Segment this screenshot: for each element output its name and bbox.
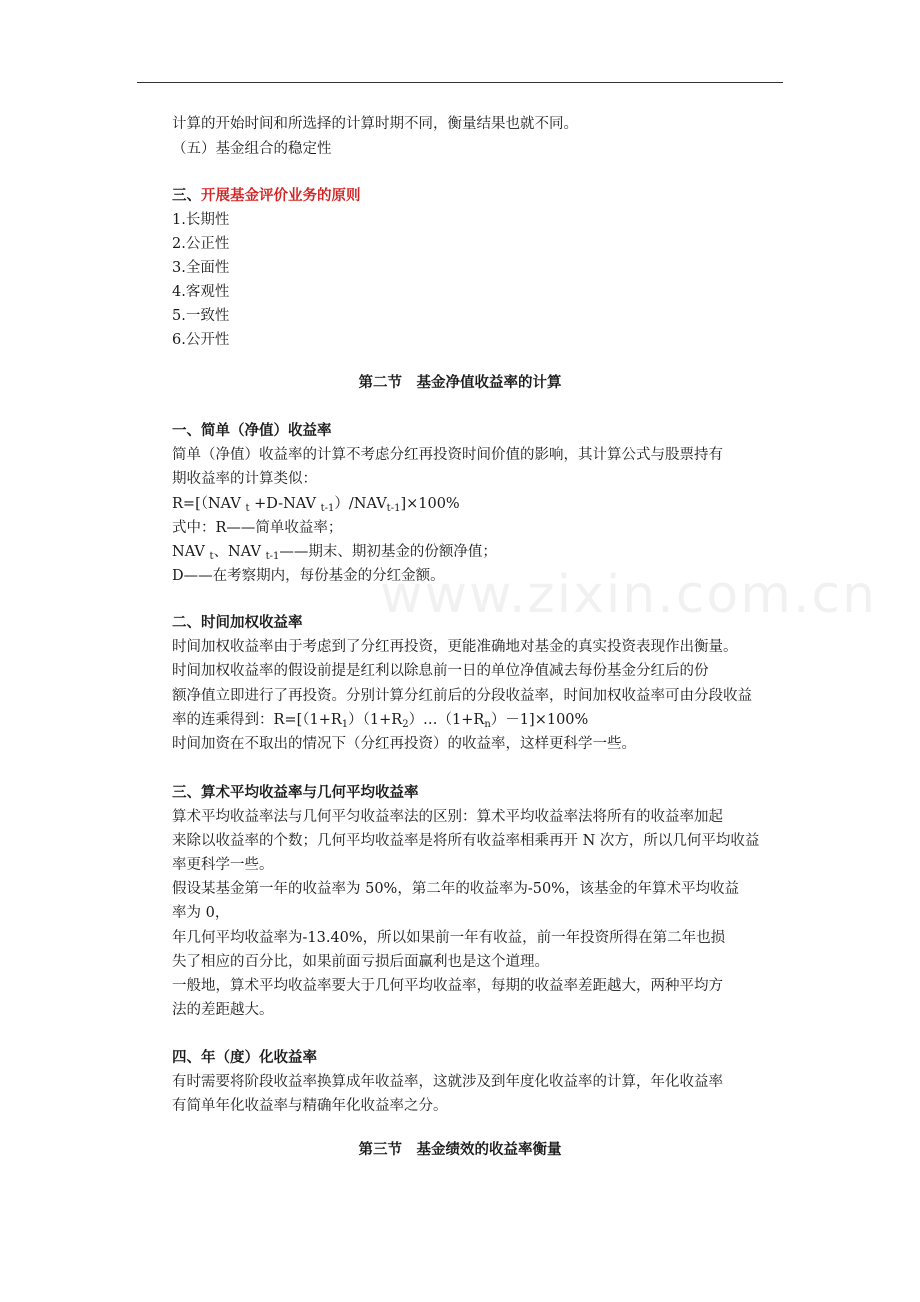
text-line: 法的差距越大。 [172,1002,274,1018]
subsection-title: 一、简单（净值）收益率 [172,422,332,439]
text-line: D——在考察期内，每份基金的分红金额。 [172,568,445,584]
text-line: 时间加权收益率的假设前提是红利以除息前一日的单位净值减去每份基金分红后的份 [172,663,709,679]
watermark: www.zixin.com.cn [380,565,877,625]
formula-time-weighted: 率的连乘得到：$R=[(1+R_1)(1+R_2)\dots(1+R_n)-1]\times 100\%$ [172,712,589,730]
list-item: 5.一致性 [172,308,230,324]
text-line: 年几何平均收益率为-13.40%，所以如果前一年有收益，前一年投资所得在第二年也损 [172,930,726,946]
text-line: 计算的开始时间和所选择的计算时期不同，衡量结果也就不同。 [172,116,578,132]
text-line: 来除以收益率的个数；几何平均收益率是将所有收益率相乘再开 N 次方，所以几何平均收益 [172,833,760,849]
formula-simple-return: R=[（NAV $_t$ +D-NAV $_{t-1})/NAV_{t-1}]\times 100\%$ [172,496,460,514]
list-item: 6.公开性 [172,332,230,348]
section-title: 第三节 基金绩效的收益率衡量 [358,1141,562,1158]
heading-principles: 三、开展基金评价业务的原则 [172,187,361,204]
list-item: 1.长期性 [172,212,230,228]
text-line: 失了相应的百分比，如果前面亏损后面赢利也是这个道理。 [172,954,549,970]
subsection-title: 二、时间加权收益率 [172,614,303,631]
text-line: 简单（净值）收益率的计算不考虑分红再投资时间价值的影响，其计算公式与股票持有 [172,447,723,463]
subsection-title: 三、算术平均收益率与几何平均收益率 [172,784,419,801]
text-line: （五）基金组合的稳定性 [172,141,332,157]
text-line: 额净值立即进行了再投资。分别计算分红前后的分段收益率，时间加权收益率可由分段收益 [172,688,752,704]
text-line: 算术平均收益率法与几何平匀收益率法的区别：算术平均收益率法将所有的收益率加起 [172,809,723,825]
text-line: 有时需要将阶段收益率换算成年收益率，这就涉及到年度化收益率的计算，年化收益率 [172,1074,723,1090]
text-line: 期收益率的计算类似： [172,471,317,487]
text-line: 时间加权收益率由于考虑到了分红再投资，更能准确地对基金的真实投资表现作出衡量。 [172,639,738,655]
text-line: 率更科学一些。 [172,857,274,873]
subsection-title: 四、年（度）化收益率 [172,1049,317,1066]
list-item: 3.全面性 [172,260,230,276]
formula-definition: NAV $_t$、NAV $_{t-1}$——期末、期初基金的份额净值； [172,544,497,562]
list-item: 4.客观性 [172,284,230,300]
text-line: 有简单年化收益率与精确年化收益率之分。 [172,1098,448,1114]
text-line: 时间加资在不取出的情况下（分红再投资）的收益率，这样更科学一些。 [172,736,636,752]
list-item: 2.公正性 [172,236,230,252]
section-title: 第二节 基金净值收益率的计算 [358,374,562,391]
text-line: 式中：R——简单收益率； [172,520,343,536]
header-rule [137,82,783,83]
text-line: 一般地，算术平均收益率要大于几何平均收益率，每期的收益率差距越大，两种平均方 [172,978,723,994]
text-line: 率为 0， [172,905,230,921]
text-line: 假设某基金第一年的收益率为 50%，第二年的收益率为-50%，该基金的年算术平均收益 [172,881,739,897]
